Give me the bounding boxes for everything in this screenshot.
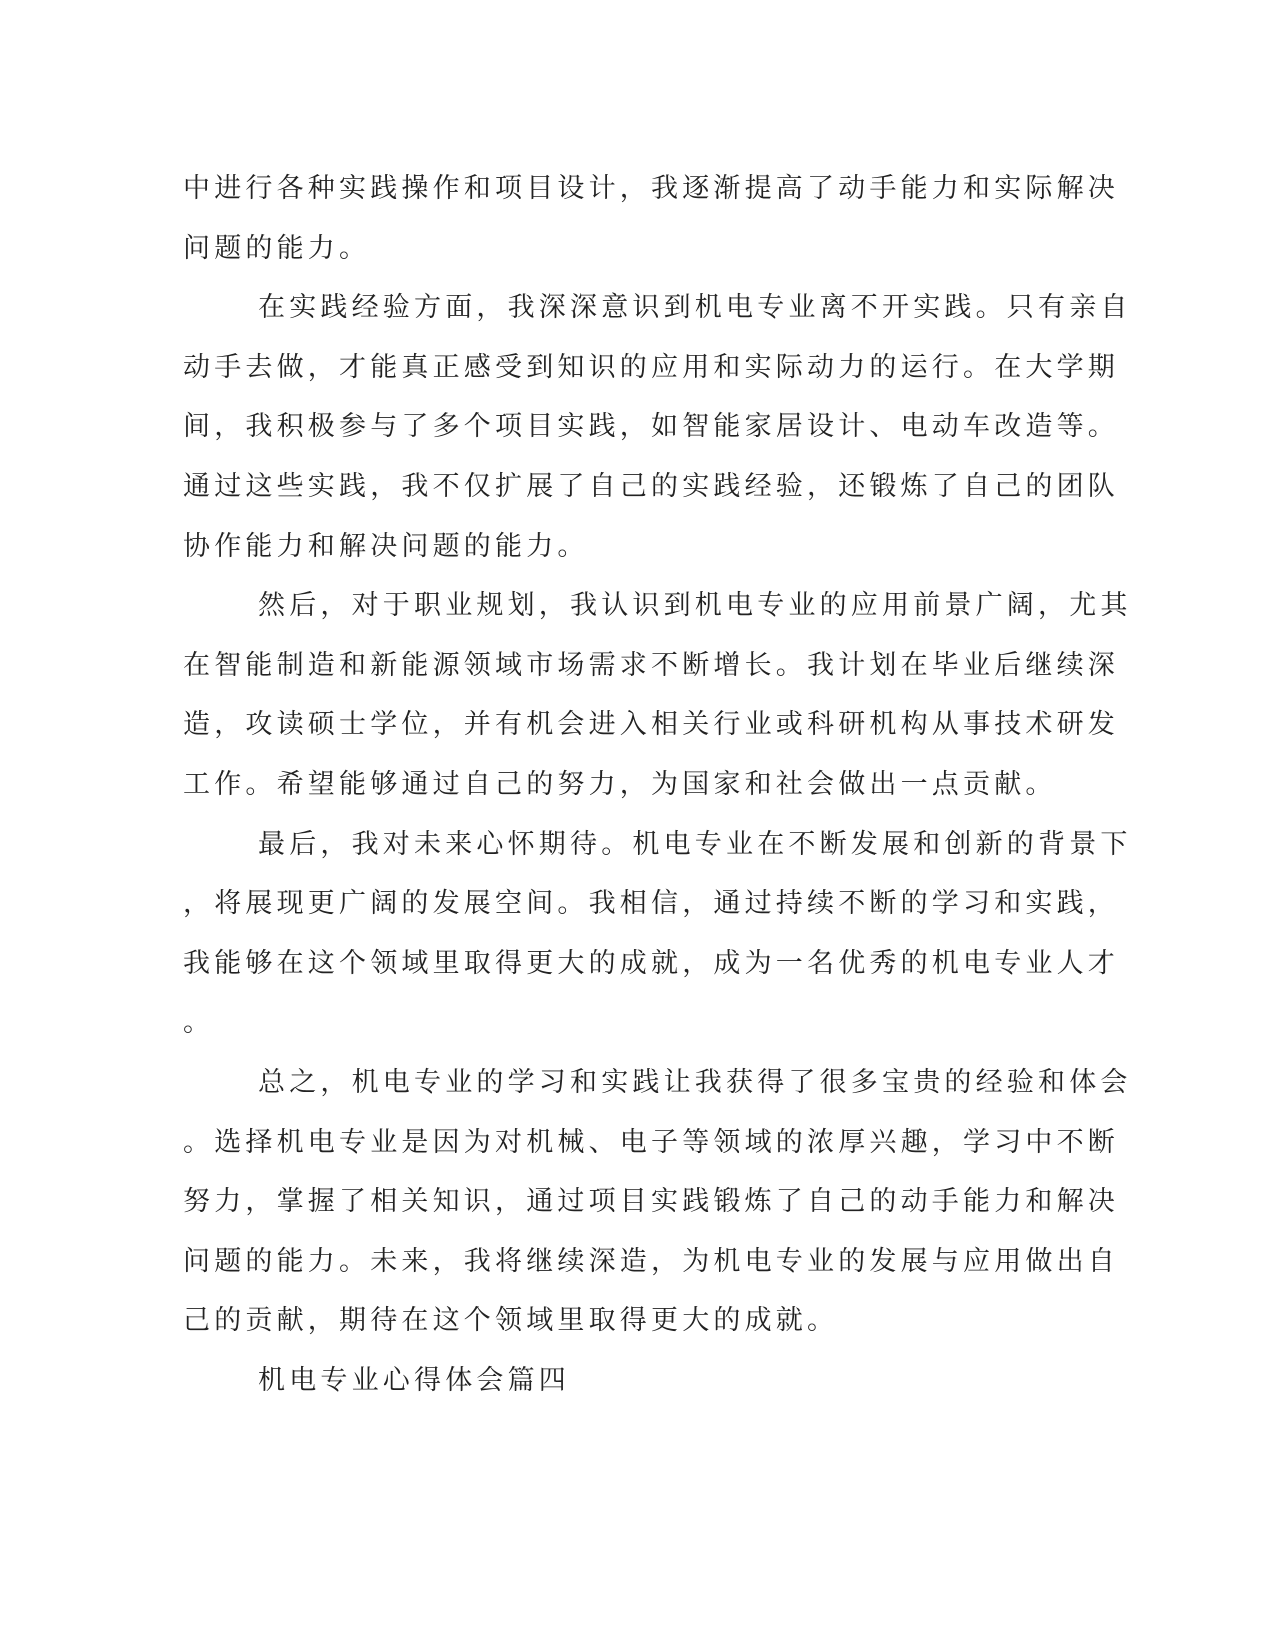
paragraph-start-line: 总之，机电专业的学习和实践让我获得了很多宝贵的经验和体会 bbox=[258, 1066, 1132, 1098]
document-body bbox=[183, 159, 1132, 1410]
section-heading: 机电专业心得体会篇四 bbox=[258, 1364, 570, 1396]
text-line: 通过这些实践，我不仅扩展了自己的实践经验，还锻炼了自己的团队 bbox=[183, 470, 1119, 502]
text-line: 工作。希望能够通过自己的努力，为国家和社会做出一点贡献。 bbox=[183, 768, 1057, 800]
text-line: 问题的能力。 bbox=[183, 232, 371, 264]
text-line: 造，攻读硕士学位，并有机会进入相关行业或科研机构从事技术研发 bbox=[183, 709, 1119, 741]
text-line: 协作能力和解决问题的能力。 bbox=[183, 530, 589, 562]
paragraph-start-line: 在实践经验方面，我深深意识到机电专业离不开实践。只有亲自 bbox=[258, 292, 1132, 324]
text-line: 。 bbox=[183, 1007, 215, 1039]
text-line: 在智能制造和新能源领域市场需求不断增长。我计划在毕业后继续深 bbox=[183, 649, 1119, 681]
text-line: 我能够在这个领域里取得更大的成就，成为一名优秀的机电专业人才 bbox=[183, 947, 1119, 979]
text-line: 努力，掌握了相关知识，通过项目实践锻炼了自己的动手能力和解决 bbox=[183, 1186, 1119, 1218]
text-line: 间，我积极参与了多个项目实践，如智能家居设计、电动车改造等。 bbox=[183, 411, 1119, 443]
text-line: 中进行各种实践操作和项目设计，我逐渐提高了动手能力和实际解决 bbox=[183, 173, 1119, 204]
text-line: 己的贡献，期待在这个领域里取得更大的成就。 bbox=[183, 1305, 839, 1337]
text-line: ，将展现更广阔的发展空间。我相信，通过持续不断的学习和实践， bbox=[183, 888, 1119, 920]
paragraph-start-line: 然后，对于职业规划，我认识到机电专业的应用前景广阔，尤其 bbox=[258, 590, 1132, 622]
text-line: 动手去做，才能真正感受到知识的应用和实际动力的运行。在大学期 bbox=[183, 351, 1119, 383]
text-line: 。选择机电专业是因为对机械、电子等领域的浓厚兴趣，学习中不断 bbox=[183, 1126, 1119, 1158]
paragraph-start-line: 最后，我对未来心怀期待。机电专业在不断发展和创新的背景下 bbox=[258, 828, 1132, 860]
text-line: 问题的能力。未来，我将继续深造，为机电专业的发展与应用做出自 bbox=[183, 1245, 1119, 1277]
